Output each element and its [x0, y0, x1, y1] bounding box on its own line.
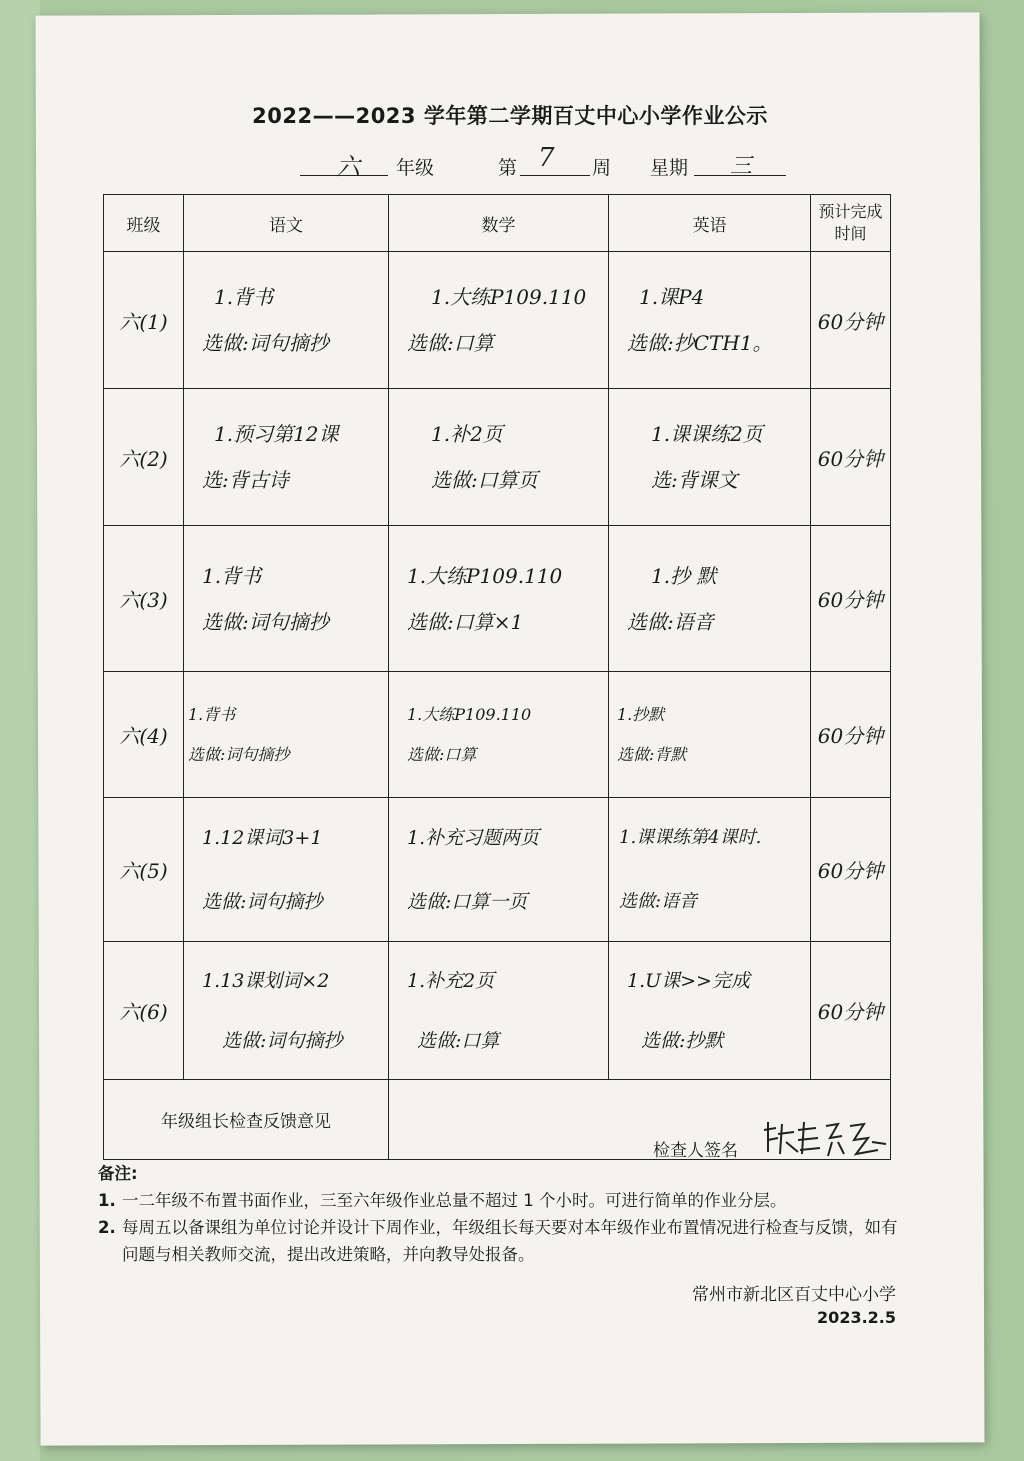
class-cell: 六(2)	[104, 389, 184, 526]
math-cell	[389, 798, 609, 942]
grade-value: 六	[336, 153, 360, 181]
class-cell: 六(6)	[104, 942, 184, 1080]
math-line-2: 选做:口算	[417, 1029, 500, 1052]
chinese-line-1: 1.背书	[202, 563, 262, 588]
grade-label: 年级	[396, 157, 435, 179]
chinese-line-2: 选做:词句摘抄	[202, 609, 329, 634]
math-cell	[389, 942, 609, 1080]
week-value: 7	[538, 143, 555, 173]
chinese-line-2: 选做:词句摘抄	[202, 890, 323, 913]
chinese-cell	[184, 942, 389, 1080]
chinese-cell	[184, 389, 389, 526]
chinese-cell	[184, 798, 389, 942]
english-line-1: 1.课P4	[639, 285, 705, 309]
time-cell: 60分钟	[811, 672, 891, 798]
table-row	[104, 389, 891, 526]
week-suffix: 周	[592, 157, 612, 179]
note-text: 每周五以备课组为单位讨论并设计下周作业，年级组长每天要对本年级作业布置情况进行检查与反馈，如有问题与相关教师交流，提出改进策略，并向教导处报备。	[122, 1218, 898, 1264]
chinese-cell	[184, 252, 389, 389]
table-row	[104, 672, 891, 798]
math-line-1: 1.补2页	[431, 422, 503, 446]
english-cell	[609, 252, 811, 389]
math-cell	[389, 526, 609, 672]
time-cell: 60分钟	[811, 526, 891, 672]
english-line-1: 1.抄默	[617, 704, 665, 724]
english-line-2: 选:背课文	[651, 468, 738, 492]
math-cell	[389, 389, 609, 526]
class-cell: 六(3)	[104, 526, 184, 672]
english-line-2: 选做:抄默	[641, 1029, 724, 1052]
chinese-line-2: 选:背古诗	[202, 468, 289, 492]
col-header-english: 英语	[609, 195, 811, 252]
col-header-math: 数学	[389, 195, 609, 252]
english-cell	[609, 389, 811, 526]
chinese-line-2: 选做:词句摘抄	[222, 1029, 343, 1052]
math-cell	[389, 252, 609, 389]
math-line-2: 选做:口算页	[431, 468, 538, 492]
english-line-2: 选做:语音	[627, 609, 714, 634]
chinese-line-1: 1.12课词3+1	[202, 826, 323, 849]
math-line-1: 1.大练P109.110	[407, 704, 532, 724]
time-cell: 60分钟	[811, 252, 891, 389]
week-prefix: 第	[498, 157, 518, 179]
math-line-1: 1.大练P109.110	[407, 563, 563, 588]
chinese-cell	[184, 526, 389, 672]
chinese-line-1: 1.背书	[214, 285, 274, 309]
table-row	[104, 798, 891, 942]
math-line-2: 选做:口算	[407, 744, 477, 764]
english-line-1: 1.U课>>完成	[627, 969, 750, 992]
col-header-class: 班级	[104, 195, 184, 252]
notes-section	[98, 1160, 898, 1268]
math-cell	[389, 672, 609, 798]
document-date: 2023.2.5	[817, 1308, 896, 1327]
english-line-2: 选做:背默	[617, 744, 687, 764]
school-name: 常州市新北区百丈中心小学	[692, 1285, 896, 1305]
class-cell: 六(5)	[104, 798, 184, 942]
chinese-line-2: 选做:词句摘抄	[202, 331, 329, 355]
chinese-line-1: 1.13课划词×2	[202, 969, 330, 992]
note-text: 一二年级不布置书面作业，三至六年级作业总量不超过 1 个小时。可进行简单的作业分层。	[122, 1191, 787, 1210]
math-line-2: 选做:口算×1	[407, 609, 524, 634]
signer-label: 检查人签名	[653, 1141, 738, 1161]
english-line-2: 选做:语音	[619, 890, 698, 912]
page-title: 2022——2023 学年第二学期百丈中心小学作业公示	[252, 104, 768, 128]
english-cell	[609, 798, 811, 942]
table-row	[104, 942, 891, 1080]
note-number: 2.	[98, 1218, 116, 1237]
english-line-2: 选做:抄CTH1。	[627, 331, 773, 355]
background-edge	[0, 0, 40, 1461]
chinese-cell	[184, 672, 389, 798]
english-cell	[609, 526, 811, 672]
english-line-1: 1.课课练2页	[651, 422, 763, 446]
class-cell: 六(4)	[104, 672, 184, 798]
note-item	[98, 1187, 898, 1214]
english-cell	[609, 942, 811, 1080]
col-header-chinese: 语文	[184, 195, 389, 252]
table-row	[104, 252, 891, 389]
table-row	[104, 526, 891, 672]
table-header-row	[104, 195, 891, 252]
col-header-time	[811, 195, 891, 252]
class-cell: 六(1)	[104, 252, 184, 389]
math-line-2: 选做:口算一页	[407, 890, 528, 913]
chinese-line-2: 选做:词句摘抄	[188, 744, 290, 764]
math-line-1: 1.大练P109.110	[431, 285, 587, 309]
english-line-1: 1.课课练第4课时.	[619, 826, 762, 848]
week-underline	[520, 175, 590, 176]
grade-week-line	[0, 145, 1024, 185]
time-cell: 60分钟	[811, 389, 891, 526]
note-number: 1.	[98, 1191, 116, 1210]
feedback-label: 年级组长检查反馈意见	[104, 1080, 389, 1160]
weekday-value: 三	[730, 154, 753, 179]
handwritten-signature	[760, 1112, 890, 1162]
note-item	[98, 1214, 898, 1268]
chinese-line-1: 1.背书	[188, 704, 236, 724]
math-line-2: 选做:口算	[407, 331, 494, 355]
col-header-time-text: 预计完成时间	[818, 202, 883, 243]
weekday-label: 星期	[650, 157, 689, 179]
english-line-1: 1.抄 默	[651, 563, 717, 588]
notes-title: 备注:	[98, 1164, 138, 1183]
math-line-1: 1.补充习题两页	[407, 826, 540, 849]
chinese-line-1: 1.预习第12课	[214, 422, 339, 446]
english-cell	[609, 672, 811, 798]
time-cell: 60分钟	[811, 942, 891, 1080]
math-line-1: 1.补充2页	[407, 969, 495, 992]
time-cell: 60分钟	[811, 798, 891, 942]
homework-table	[103, 194, 891, 1160]
